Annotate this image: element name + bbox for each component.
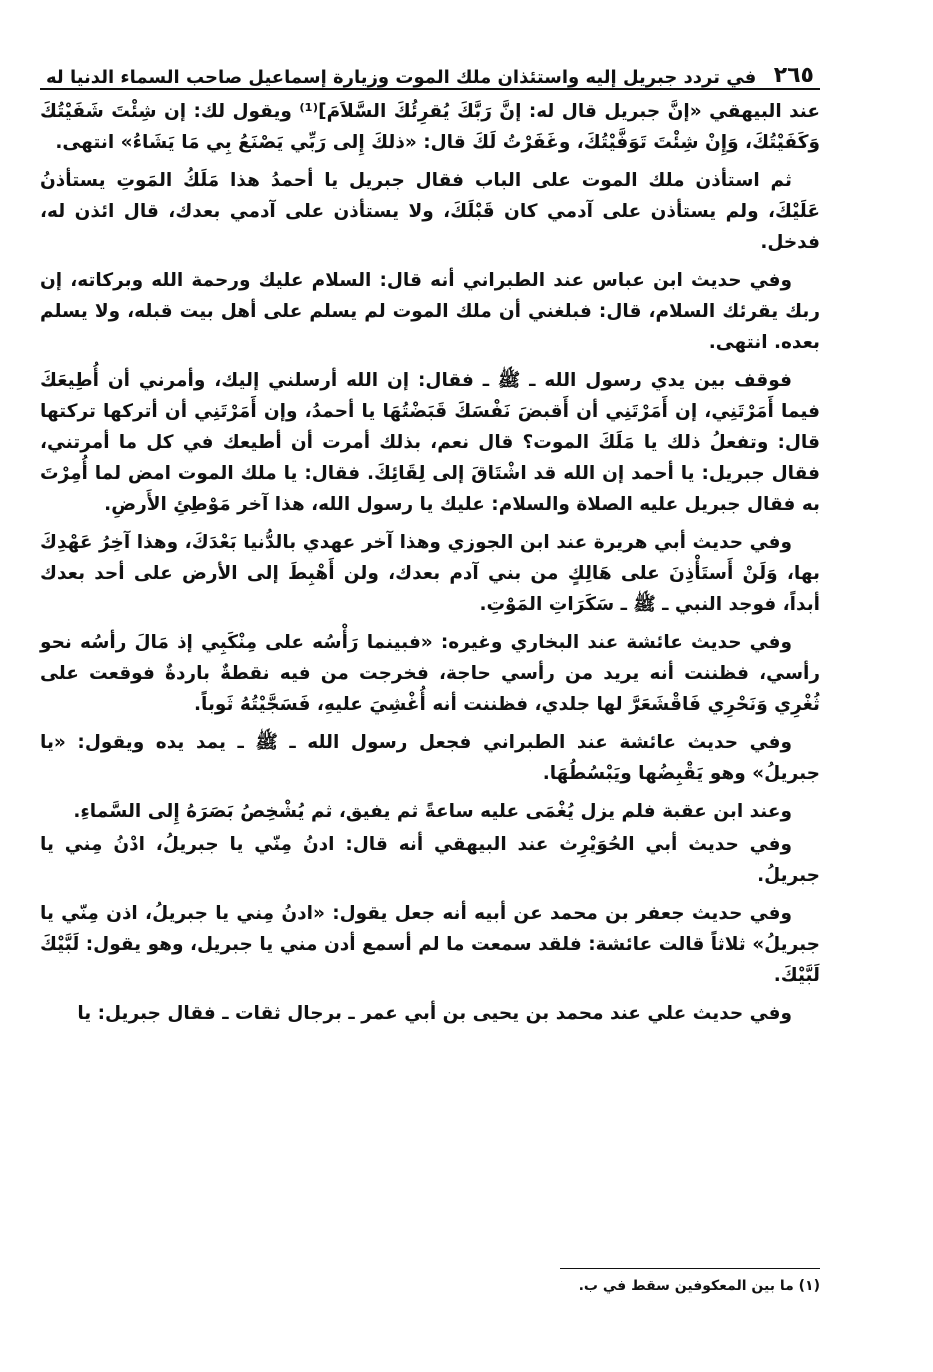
paragraph-3: وفي حديث ابن عباس عند الطبراني أنه قال: السلام عليك ورحمة الله وبركاته، إن ربك يقرئك السلام، قال: فبلغني أن ملك الموت لم يسلم على أهل بيت قبله، ولا يسلم بعده. انتهى. — [40, 270, 820, 353]
footnote-divider — [560, 1268, 820, 1269]
paragraph-10: وفي حديث جعفر بن محمد عن أبيه أنه جعل يقول: «ادنُ مِني يا جبريلُ، اذن مِنّي يا جبريلُ» ثلاثاً قالت عائشة: فلقد سمعت ما لم أسمع أدن مني يا جبريل، وهو يقول: لَبَّيْكَ لَبَّيْكَ. — [40, 903, 820, 986]
paragraph-5: وفي حديث أبي هريرة عند ابن الجوزي وهذا آخر عهدي بالدُّنيا بَعْدَكَ، وهذا آخِرُ عَهْدِكَ بها، وَلَنْ أَستَأْذِنَ على هَالِكٍ من بني آدم بعدك، ولن أَهْبِطَ إلى الأرض على أحد بعدك أبداً، فوجد النبي ـ ﷺ ـ سَكَرَاتِ المَوْتِ. — [40, 532, 820, 615]
paragraph-6: وفي حديث عائشة عند البخاري وغيره: «فبينما رَأْسُه على مِنْكَبِي إذ مَالَ رأسُه نحو رأسي، فظننت أنه يريد من رأسي حاجة، فخرجت من فيه نقطةٌ باردةٌ فوقعت على ثُغْرِي وَنَحْرِي فَاقْشَعَرَّ لها جلدي، فظننت أنه أُغْشِيَ عليهِ، فَسَجَّيْتُهُ ثَوباً. — [40, 632, 820, 715]
paragraph-2: ثم استأذن ملك الموت على الباب فقال جبريل يا أحمدُ هذا مَلَكُ المَوتِ يستأذنُ عَلَيْكَ، ولم يستأذن على آدمي كان قَبْلَكَ، ولا يستأذن على آدمي بعدك، قال ائذن له، فدخل. — [40, 170, 820, 253]
paragraph-4: فوقف بين يدي رسول الله ـ ﷺ ـ فقال: إن الله أرسلني إليك، وأمرني أن أُطِيعَكَ فيما أَمَرْتَنِي، إن أَمَرْتَنِي أن أَقبضَ نَفْسَكَ قَبَضْتُهَا يا أحمدُ، وإن أَمَرْتَنِي أن أتركها تركتها قال: وتفعلُ ذلك يا مَلَكَ الموت؟ قال نعم، بذلك أمرت أن أطيعك في كل ما أمرتني، فقال جبريل: يا أحمد إن الله قد اشْتَاقَ إلى لِقَائِكَ. فقال: يا ملك الموت امض لما أُمِرْتَ به فقال جبريل عليه الصلاة والسلام: عليك يا رسول الله، هذا آخر مَوْطِئِ الأَرضِ. — [40, 370, 820, 515]
page-number: ٢٦٥ — [773, 63, 814, 88]
book-page — [40, 52, 820, 1342]
running-header-title: في تردد جبريل إليه واستئذان ملك الموت وزيارة إسماعيل صاحب السماء الدنيا له — [46, 67, 757, 88]
running-header — [40, 52, 820, 90]
paragraph-8: وعند ابن عقبة فلم يزل يُغْمَى عليه ساعةً ثم يفيق، ثم يُشْخِصُ بَصَرَهُ إِلى السَّماءِ. — [73, 801, 792, 822]
paragraph-7: وفي حديث عائشة عند الطبراني فجعل رسول الله ـ ﷺ ـ يمد يده ويقول: «يا جبريلُ» وهو يَقْبِضُها ويَبْسُطُهَا. — [40, 732, 820, 784]
body-text — [40, 96, 820, 1029]
paragraph-11: وفي حديث علي عند محمد بن يحيى بن أبي عمر ـ برجال ثقات ـ فقال جبريل: يا — [77, 1003, 792, 1024]
footnote: (١) ما بين المعكوفين سقط في ب. — [578, 1278, 820, 1294]
paragraph-9: وفي حديث أبي الحُوَيْرِث عند البيهقي أنه قال: ادنُ مِنّي يا جبريلُ، ادْنُ مِني يا جبريلُ. — [40, 834, 820, 886]
paragraph-1: عند البيهقي «إنَّ جبريل قال له: إنَّ رَبَّكَ يُقرِئُكَ السَّلاَمَ]⁽¹⁾ ويقول لك: إن شِئْتَ شَفَيْتُكَ وَكَفَيْتُكَ، وَإِنْ شِئْتَ تَوَفَّيْتُكَ، وغَفَرْتُ لَكَ قال: «ذلكَ إِلى رَبِّي يَصْنَعُ بِي مَا يَشَاءُ» انتهى. — [40, 101, 820, 153]
